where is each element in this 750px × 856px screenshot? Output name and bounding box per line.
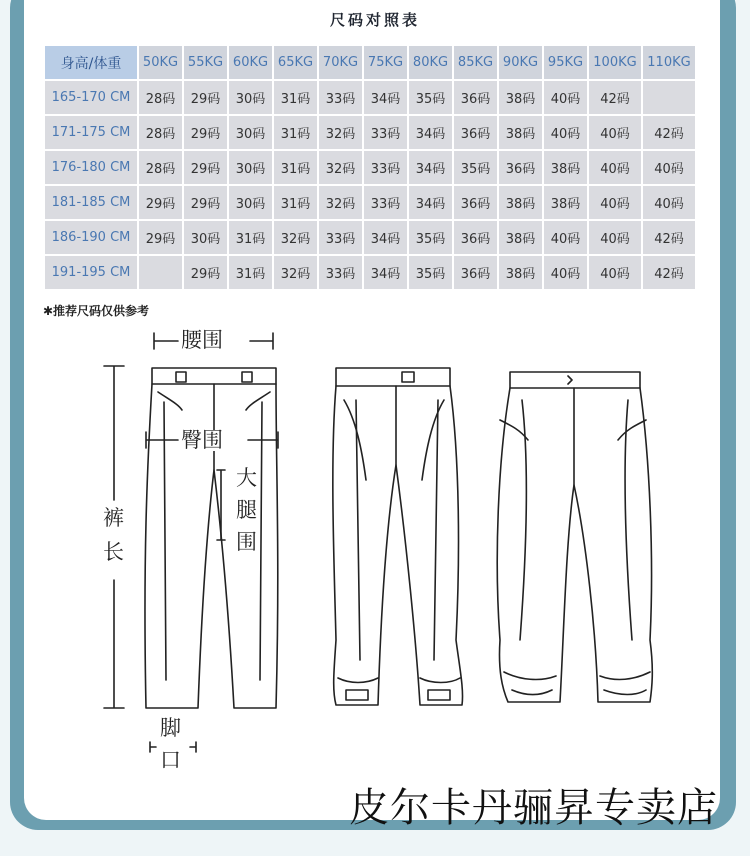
size-cell: 30码	[229, 116, 272, 149]
size-cell: 42码	[643, 256, 695, 289]
size-cell: 40码	[544, 116, 587, 149]
size-cell: 36码	[454, 81, 497, 114]
size-cell: 31码	[229, 221, 272, 254]
weight-header: 75KG	[364, 46, 407, 79]
weight-header: 55KG	[184, 46, 227, 79]
size-cell: 40码	[643, 186, 695, 219]
thigh-label-1: 大	[236, 466, 257, 490]
size-cell: 35码	[409, 256, 452, 289]
size-cell: 32码	[274, 256, 317, 289]
size-cell: 29码	[139, 186, 182, 219]
size-cell: 29码	[184, 256, 227, 289]
size-cell: 35码	[409, 221, 452, 254]
size-cell: 34码	[364, 221, 407, 254]
weight-header: 85KG	[454, 46, 497, 79]
size-cell: 29码	[139, 221, 182, 254]
pants-right-drawing	[497, 372, 652, 702]
size-cell: 42码	[589, 81, 641, 114]
size-cell: 31码	[274, 81, 317, 114]
size-cell: 36码	[454, 221, 497, 254]
size-cell: 40码	[544, 221, 587, 254]
weight-header: 60KG	[229, 46, 272, 79]
hip-label: 臀围	[181, 428, 223, 452]
size-cell: 38码	[499, 116, 542, 149]
size-cell: 32码	[319, 116, 362, 149]
weight-header: 65KG	[274, 46, 317, 79]
size-cell: 34码	[409, 116, 452, 149]
size-cell: 32码	[319, 151, 362, 184]
height-cell: 171-175 CM	[45, 116, 137, 149]
size-cell: 29码	[184, 186, 227, 219]
size-cell: 35码	[409, 81, 452, 114]
size-cell: 40码	[544, 256, 587, 289]
size-cell: 42码	[643, 221, 695, 254]
size-cell: 31码	[274, 151, 317, 184]
size-cell: 33码	[319, 256, 362, 289]
thigh-label-3: 围	[236, 530, 257, 554]
size-cell: 40码	[589, 116, 641, 149]
size-cell: 35码	[454, 151, 497, 184]
size-cell: 40码	[589, 221, 641, 254]
size-cell: 38码	[499, 221, 542, 254]
size-cell: 42码	[643, 116, 695, 149]
weight-header: 70KG	[319, 46, 362, 79]
size-cell: 34码	[409, 186, 452, 219]
height-cell: 191-195 CM	[45, 256, 137, 289]
size-cell: 29码	[184, 151, 227, 184]
size-cell: 40码	[643, 151, 695, 184]
size-cell: 30码	[229, 151, 272, 184]
size-cell: 32码	[319, 186, 362, 219]
shop-watermark: 皮尔卡丹骊昇专卖店	[349, 785, 718, 831]
pants-front-measure-drawing	[145, 368, 278, 708]
size-cell: 31码	[274, 186, 317, 219]
size-cell: 28码	[139, 81, 182, 114]
size-cell: 31码	[274, 116, 317, 149]
height-cell: 181-185 CM	[45, 186, 137, 219]
weight-header: 50KG	[139, 46, 182, 79]
size-cell: 34码	[409, 151, 452, 184]
length-label-1: 裤	[103, 506, 124, 530]
size-cell: 40码	[589, 256, 641, 289]
thigh-label-2: 腿	[236, 498, 257, 522]
size-cell: 40码	[589, 186, 641, 219]
size-cell: 33码	[364, 151, 407, 184]
size-cell: 33码	[319, 221, 362, 254]
size-cell: 36码	[499, 151, 542, 184]
weight-header: 110KG	[643, 46, 695, 79]
size-note: ✱推荐尺码仅供参考	[43, 304, 150, 318]
size-cell: 38码	[544, 151, 587, 184]
size-cell: 36码	[454, 186, 497, 219]
weight-header: 80KG	[409, 46, 452, 79]
size-cell: 38码	[499, 256, 542, 289]
weight-header: 90KG	[499, 46, 542, 79]
height-cell: 176-180 CM	[45, 151, 137, 184]
size-cell: 34码	[364, 256, 407, 289]
size-cell: 33码	[364, 186, 407, 219]
size-cell: 34码	[364, 81, 407, 114]
length-label-2: 长	[103, 540, 124, 564]
size-cell: 38码	[499, 81, 542, 114]
weight-header: 100KG	[589, 46, 641, 79]
size-cell: 31码	[229, 256, 272, 289]
hem-label-2: 口	[160, 748, 181, 772]
size-cell: 33码	[319, 81, 362, 114]
size-cell: 36码	[454, 256, 497, 289]
size-cell: 29码	[184, 116, 227, 149]
size-cell: 40码	[589, 151, 641, 184]
size-cell: 32码	[274, 221, 317, 254]
size-cell: 30码	[229, 186, 272, 219]
size-cell: 33码	[364, 116, 407, 149]
height-cell: 186-190 CM	[45, 221, 137, 254]
size-cell: 30码	[184, 221, 227, 254]
size-cell: 30码	[229, 81, 272, 114]
waist-label: 腰围	[181, 328, 223, 352]
size-cell: 29码	[184, 81, 227, 114]
size-cell: 40码	[544, 81, 587, 114]
size-cell: 36码	[454, 116, 497, 149]
height-cell: 165-170 CM	[45, 81, 137, 114]
corner-cell: 身高/体重	[45, 46, 137, 79]
hem-label-1: 脚	[160, 716, 181, 740]
size-cell: 28码	[139, 116, 182, 149]
pants-middle-drawing	[333, 368, 463, 705]
weight-header: 95KG	[544, 46, 587, 79]
chart-title: 尺码对照表	[329, 11, 420, 29]
size-cell: 38码	[499, 186, 542, 219]
size-cell: 28码	[139, 151, 182, 184]
size-cell: 38码	[544, 186, 587, 219]
